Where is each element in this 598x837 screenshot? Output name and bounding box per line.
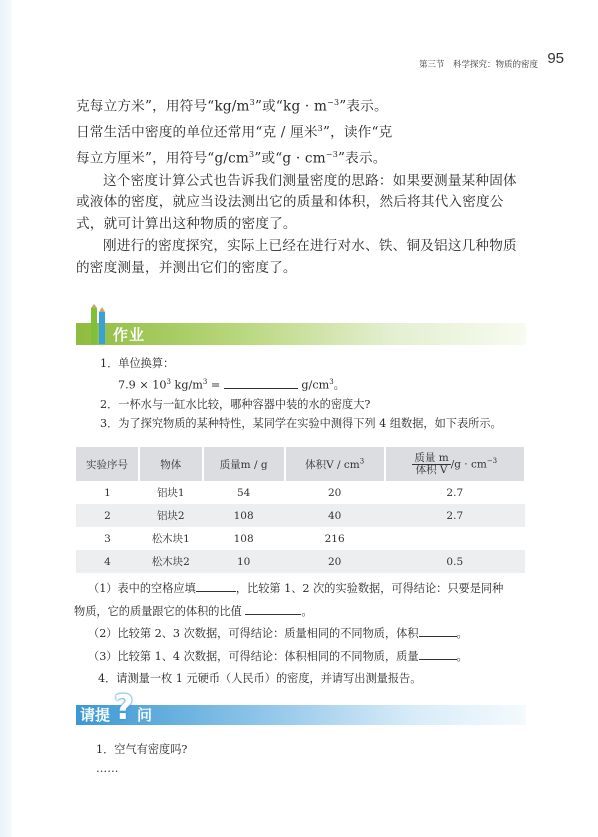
pencils-icon: [88, 304, 112, 348]
table-header: 实验序号: [76, 447, 139, 481]
homework-q4: 4．请测量一枚 1 元硬币（人民币）的密度，并请写出测量报告。: [98, 672, 422, 685]
table-row: 3 松木块1 108 216: [104, 532, 345, 545]
homework-q2: 2．一杯水与一缸水比较，哪种容器中装的水的密度大?: [100, 397, 371, 411]
subquestion-1-cont: 物质，它的质量跟它的体积的比值 。: [74, 604, 313, 618]
paragraph: 刚进行的密度探究，实际上已经在进行对水、铁、铜及铝这几种物质的密度测量，并测出它们的密度了。: [76, 237, 517, 276]
answer-blank: [419, 626, 457, 637]
homework-q1-expression: $7.9 \times 10^3$ $kg/m^3 = g/cm^3$。: [118, 378, 345, 392]
homework-list: [100, 354, 540, 433]
paragraph-line: 每立方厘米”，用符号“$g/cm^3$”或“$g \cdot cm^{-3}$”表示。: [76, 150, 387, 167]
answer-blank: [224, 378, 298, 389]
ask-title-tail: 问: [137, 706, 153, 724]
subquestions: [74, 578, 533, 691]
page-margin-strip: [0, 0, 12, 837]
homework-q3: 3．为了探究物质的某种特性，某同学在实验中测得下列 4 组数据，如下表所示。: [100, 416, 502, 430]
paragraph: 这个密度计算公式也告诉我们测量密度的思路：如果要测量某种固体或液体的密度，就应当设法测出它的质量和体积，然后将其代入密度公式，就可计算出这种物质的密度了。: [76, 172, 517, 233]
table-row: 2 铝块2 108 40 2.7: [76, 504, 525, 527]
homework-title: 作业: [113, 326, 146, 344]
ask-ellipsis: ……: [96, 762, 119, 775]
table-header: 体积V / $cm^3$: [285, 447, 385, 481]
page-number: 95: [547, 50, 564, 67]
running-head: 第三节 科学探究：物质的密度: [418, 60, 538, 70]
paragraph-line: 日常生活中密度的单位还常用“克 / 厘米$^3$”，读作“克: [76, 124, 393, 141]
ask-list: [96, 740, 187, 778]
subquestion-2: （2）比较第 2、3 次数据，可得结论：质量相同的不同物质，体积 。: [88, 627, 468, 640]
answer-blank: [419, 649, 457, 660]
table-header-row: [76, 447, 525, 481]
table-row: 4 松木块2 10 20 0.5: [76, 550, 525, 573]
ratio-fraction: $\frac{\text{质量 m}}{\text{体积 V}}$: [414, 451, 449, 476]
homework-q1: 1．单位换算：: [100, 357, 175, 370]
data-table: [76, 447, 526, 573]
answer-blank: [245, 604, 301, 615]
answer-blank: [196, 581, 236, 592]
table-header: 物体: [139, 447, 203, 481]
table-header: 质量m / g: [203, 447, 285, 481]
ask-question-1: 1．空气有密度吗?: [96, 743, 188, 756]
question-mark-icon: ?: [114, 688, 134, 728]
body-text: [76, 92, 528, 279]
paragraph-line: 克每立方米”，用符号“$kg/m^3$”或“kg · $m^{-3}$”表示。: [76, 98, 388, 115]
table-header: $\frac{\text{质量 m}}{\text{体积 V}}$ $/g \cdot cm^{-3}$: [385, 447, 525, 481]
subquestion-3: （3）比较第 1、4 次数据，可得结论：体积相同的不同物质，质量 。: [88, 649, 468, 663]
subquestion-1: （1）表中的空格应填 ，比较第 1、2 次的实验数据，可得结论：只要是同种: [88, 582, 504, 595]
ask-title: 请提: [80, 706, 111, 724]
table-row: 1 铝块1 54 20 2.7: [104, 486, 464, 499]
